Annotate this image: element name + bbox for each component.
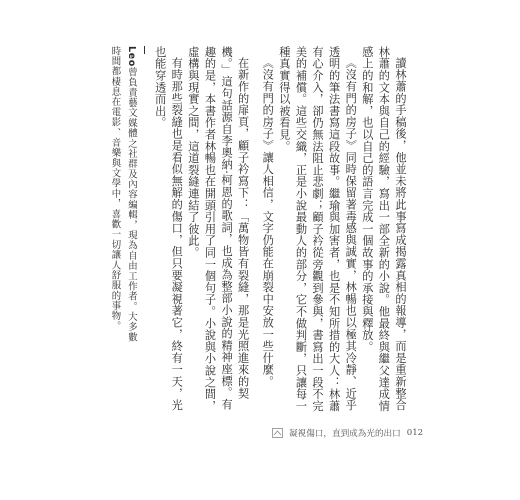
paragraph: 《沒有門的房子》讓人相信，文字仍能在崩裂中安放一些什麼。: [261, 57, 275, 388]
paragraph: 《沒有門的房子》同時保留著毒感與誠實，林暢也以極其冷靜、近乎透明的筆法書寫這段故事。繼瑜與加害者，也是不知所措的大人：林蕭有心介入，卻仍無法阻止悲劇；顧子衿從旁觀到參與，書寫出一段不完美的補償。這些交織，正是小說最動人的部分，它不做判斷，只讓每一種真實得以被看見。: [277, 46, 358, 412]
running-title: 凝視傷口，直到成為光的出口: [289, 429, 401, 439]
author-bio: 曾負責藝文媒體之社群及內容編輯，現為自由工作者。大多數時間都棲息在電影、音樂與文學中，喜歡一切讓人舒服的事物。: [109, 46, 137, 343]
note-rule: [144, 46, 145, 54]
author-note: [106, 46, 139, 346]
paragraph: 讀林蕭的手稿後，他並未將此事寫成揭露真相的報導，而是重新整合林蕭的文本與自己的經驗，寫出一部全新的小說。他最終與繼父達成情感上的和解，也以自己的語言完成一個故事的承接與釋放。: [360, 46, 407, 412]
paragraph: 有時那些裂縫也是看似無解的傷口，但只要凝視著它，終有一天，光也能穿透而出。: [153, 46, 184, 412]
author-name: Leo: [126, 46, 137, 68]
page-number: 012: [406, 428, 424, 438]
page-footer: [272, 426, 423, 440]
emblem-icon: [272, 428, 283, 438]
main-text: [151, 46, 408, 414]
paragraph: 在新作的扉頁，顧子衿寫下：「萬物皆有裂縫，那是光照進來的契機。」這句話源自李奧納·柯恩的歌詞，也成為整部小說的精神座標。有趣的是，本書作者林暢也在開頭引用了同一個句子。小說與小說之間，虛構與現實之間，這道裂縫連結了彼此。: [186, 46, 250, 412]
